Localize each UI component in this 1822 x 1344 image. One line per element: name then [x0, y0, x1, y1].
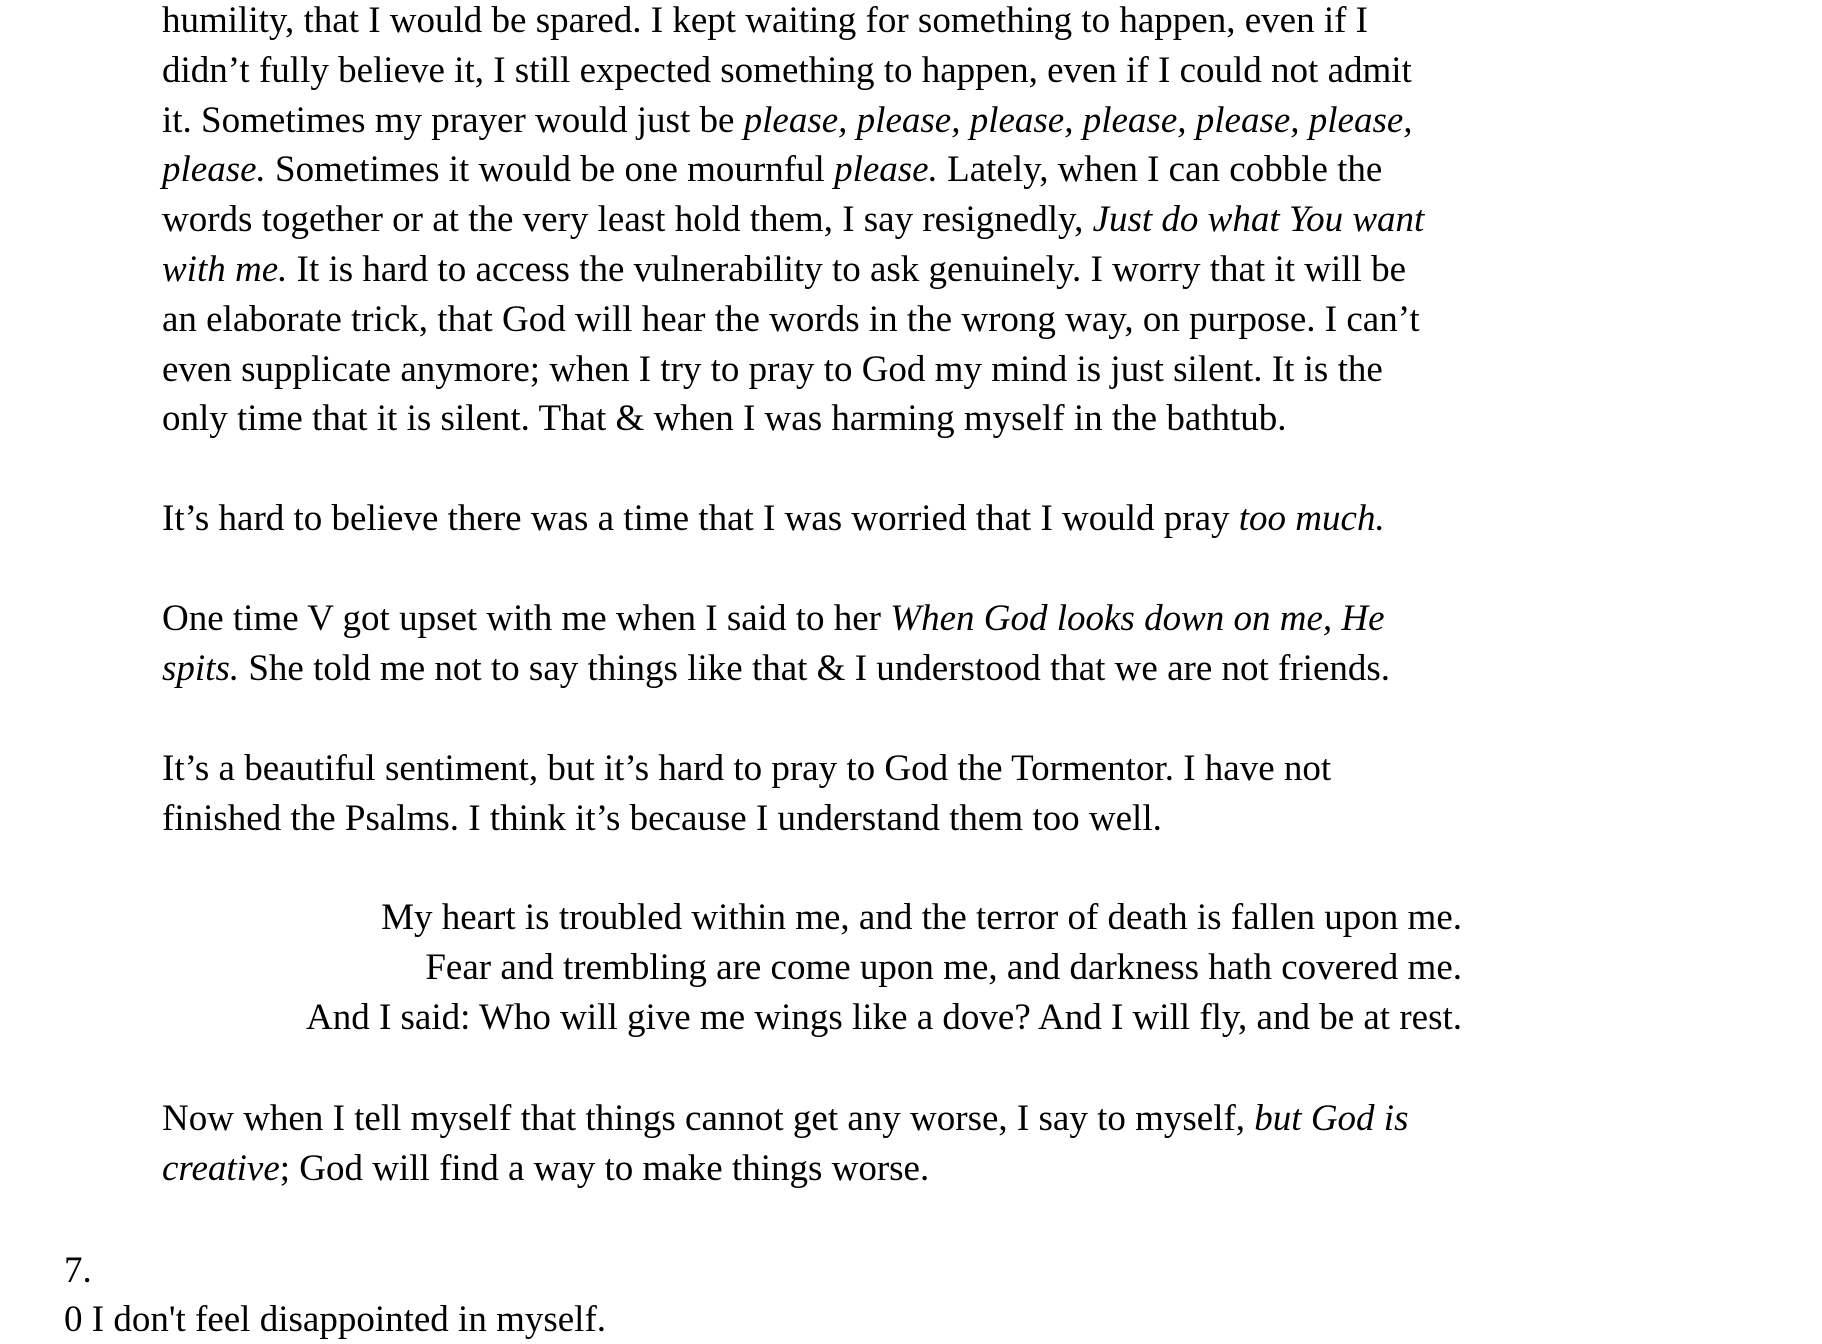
questionnaire-item [64, 1246, 606, 1344]
text-run: finished the Psalms. I think it’s because I understand them too well. [162, 797, 1162, 839]
verse-line: And I said: Who will give me wings like a dove? And I will fly, and be at rest. [305, 997, 1462, 1038]
text-line [162, 295, 1462, 345]
text-line [162, 644, 1462, 694]
italic-run: please. [162, 149, 266, 191]
text-run: only time that it is silent. That & when I was harming myself in the bathtub. [162, 398, 1287, 440]
text-line [162, 145, 1462, 195]
italic-run: Just do what You want [1092, 199, 1425, 241]
text-run: It’s hard to believe there was a time that I was worried that I would pray [162, 498, 1239, 539]
text-line [162, 96, 1462, 146]
text-line [162, 744, 1462, 794]
verse-line: My heart is troubled within me, and the terror of death is fallen upon me. [381, 897, 1462, 938]
psalm-quotation [200, 893, 1462, 1043]
paragraph-god-creative-text [162, 1094, 1462, 1194]
italic-run: When God looks down on me, He [890, 598, 1385, 639]
text-line [162, 0, 1462, 46]
text-line [162, 245, 1462, 295]
item-option: 0 I don't feel disappointed in myself. [64, 1299, 607, 1340]
paragraph-psalms-text [162, 744, 1462, 844]
paragraph-prayer [162, 0, 1462, 444]
text-run: even supplicate anymore; when I try to pray to God my mind is just silent. It is the [162, 348, 1383, 390]
text-line [162, 195, 1462, 245]
text-line [162, 794, 1462, 844]
paragraph-pray-too-much [162, 494, 1462, 544]
text-run: an elaborate trick, that God will hear the words in the wrong way, on purpose. I can’t [162, 298, 1420, 340]
italic-run: creative [162, 1147, 280, 1189]
paragraph-psalms [162, 744, 1462, 844]
text-run: it. Sometimes my prayer would just be [162, 99, 744, 141]
text-run: Lately, when I can cobble the [937, 149, 1383, 191]
text-run: One time V got upset with me when I said to her [162, 598, 891, 639]
text-line [162, 345, 1462, 395]
text-line [162, 1144, 1462, 1194]
text-line [162, 46, 1462, 96]
verse-line: Fear and trembling are come upon me, and darkness hath covered me. [425, 947, 1462, 988]
text-run: ; God will find a way to make things worse. [279, 1147, 930, 1189]
italic-run: too much. [1238, 498, 1385, 539]
text-line [162, 1094, 1462, 1144]
paragraph-v-upset-text [162, 594, 1462, 694]
item-number: 7. [64, 1250, 92, 1291]
text-run: words together or at the very least hold them, I say resignedly, [162, 199, 1093, 241]
paragraph-pray-too-much-text [162, 494, 1462, 544]
text-run: Sometimes it would be one mournful [265, 149, 835, 191]
text-run: Now when I tell myself that things cannot get any worse, I say to myself, [162, 1098, 1255, 1139]
text-line [162, 594, 1462, 644]
text-run: It is hard to access the vulnerability to ask genuinely. I worry that it will be [287, 248, 1407, 290]
text-run: She told me not to say things like that & I understood that we are not friends. [239, 647, 1391, 689]
text-run: humility, that I would be spared. I kept waiting for something to happen, even if I [162, 0, 1368, 41]
text-run: didn’t fully believe it, I still expected something to happen, even if I could not admit [162, 49, 1412, 91]
text-run: It’s a beautiful sentiment, but it’s hard to pray to God the Tormentor. I have not [162, 748, 1332, 789]
paragraph-god-creative [162, 1094, 1462, 1194]
text-line [162, 394, 1462, 444]
italic-run: please. [834, 149, 938, 191]
paragraph-v-upset [162, 594, 1462, 694]
text-line [162, 494, 1462, 544]
paragraph-prayer-text [162, 0, 1462, 444]
italic-run: but God is [1254, 1098, 1409, 1139]
italic-run: with me. [162, 248, 288, 290]
italic-run: spits. [162, 647, 240, 689]
italic-run: please, please, please, please, please, please, [743, 99, 1413, 141]
